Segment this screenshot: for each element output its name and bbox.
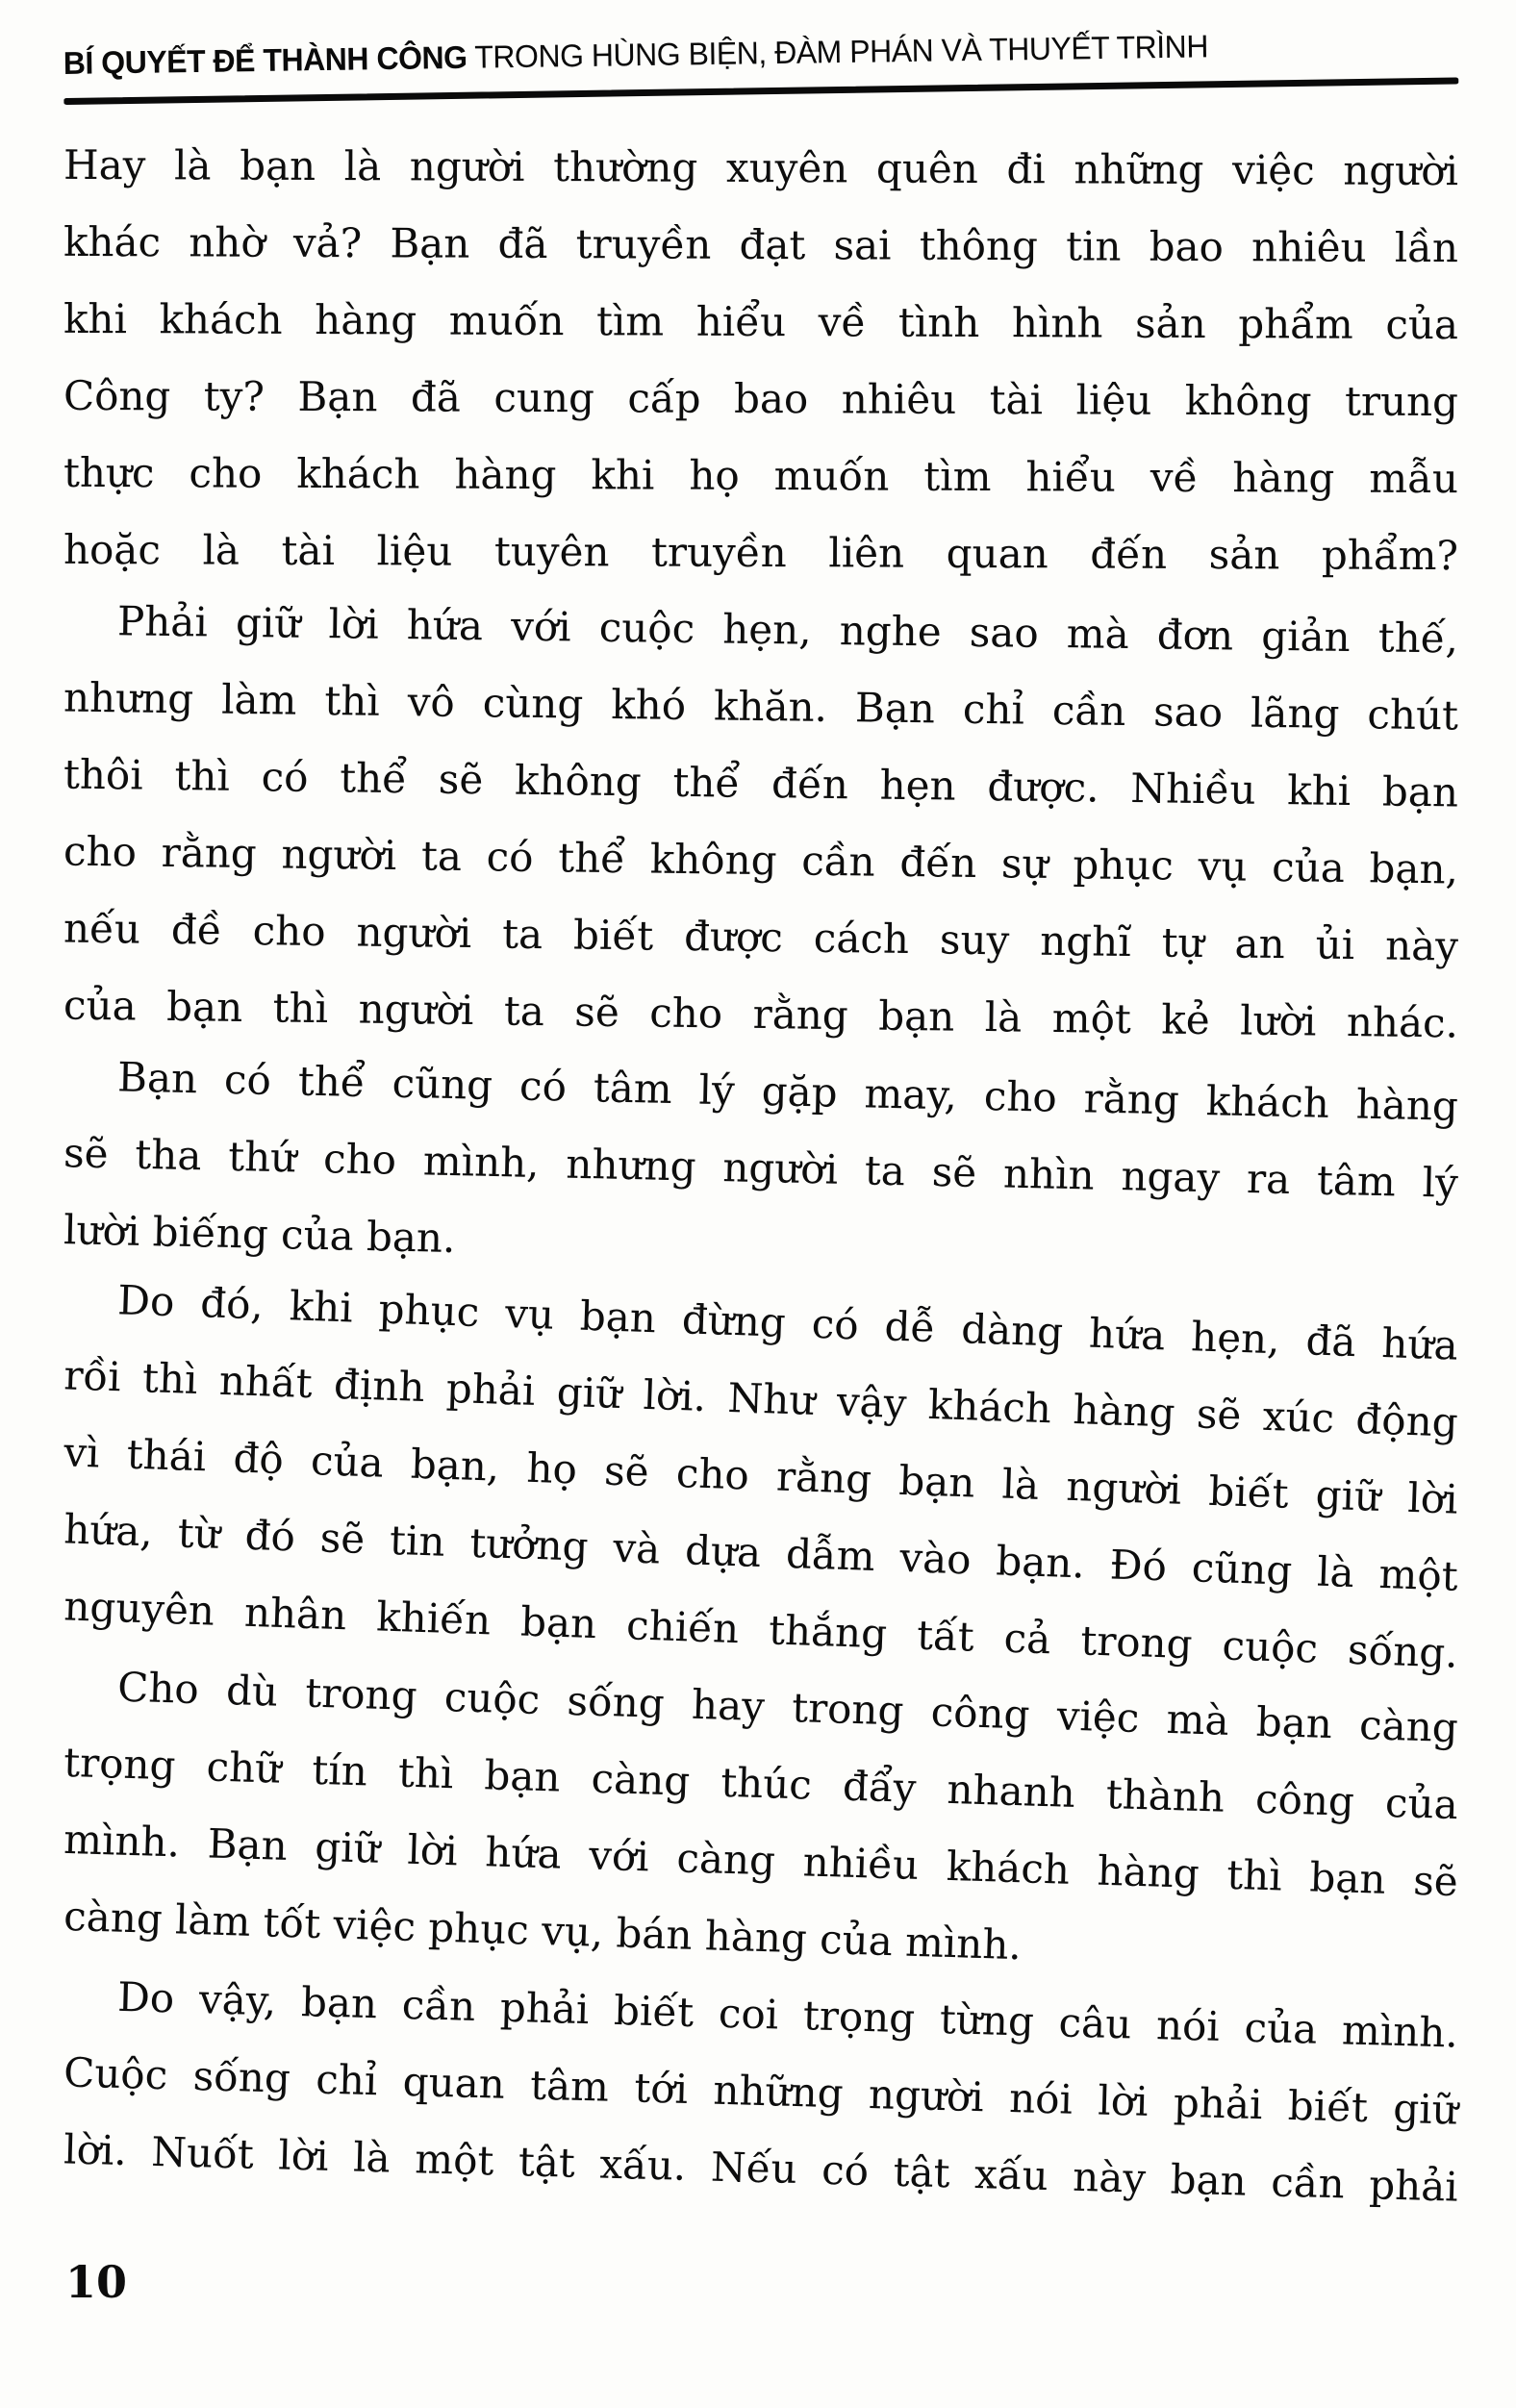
text-line: càng làm tốt việc phục vụ, bán hàng của mình. <box>63 1892 1023 1969</box>
paragraph <box>63 591 1458 1053</box>
text-line: rồi thì nhất định phải giữ lời. Như vậy khách hàng sẽ xúc động <box>63 1351 1459 1446</box>
text-line: sẽ tha thứ cho mình, nhưng người ta sẽ nhìn ngay ra tâm lý <box>63 1129 1459 1207</box>
text-line: nếu đề cho người ta biết được cách suy nghĩ tự an ủi này <box>63 904 1459 970</box>
paragraph <box>63 130 1458 591</box>
running-header <box>63 23 1459 105</box>
text-line: Bạn có thể cũng có tâm lý gặp may, cho rằng khách hàng <box>116 1053 1459 1130</box>
text-line: Phải giữ lời hứa với cuộc hẹn, nghe sao mà đơn giản thế, <box>116 597 1459 663</box>
paragraph <box>63 1663 1459 1976</box>
body-text <box>63 130 1459 2211</box>
text-line: nguyên nhân khiến bạn chiến thắng tất cả trong cuộc sống. <box>63 1582 1459 1677</box>
text-line: mình. Bạn giữ lời hứa với càng nhiều khách hàng thì bạn sẽ <box>63 1815 1459 1906</box>
text-line: trọng chữ tín thì bạn càng thúc đẩy nhanh thành công của <box>63 1738 1459 1829</box>
text-line: nhưng làm thì vô cùng khó khăn. Bạn chỉ cần sao lãng chút <box>63 673 1459 740</box>
text-line: Do đó, khi phục vụ bạn đừng có dễ dàng hứa hẹn, đã hứa <box>116 1276 1459 1369</box>
text-line: Cho dù trong cuộc sống hay trong công việc mà bạn càng <box>116 1663 1459 1752</box>
text-line: thôi thì có thể sẽ không thể đến hẹn được. Nhiều khi bạn <box>63 750 1459 816</box>
text-line: hứa, từ đó sẽ tin tưởng và dựa dẫm vào bạn. Đó cũng là một <box>63 1505 1459 1600</box>
running-header-title <box>63 24 1417 83</box>
text-line: Hay là bạn là người thường xuyên quên đi những việc người <box>63 140 1459 195</box>
text-line: hoặc là tài liệu tuyên truyền liên quan đến sản phẩm? <box>63 525 1459 580</box>
text-line: khác nhờ vả? Bạn đã truyền đạt sai thông tin bao nhiêu lần <box>63 217 1459 272</box>
header-title-bold: BÍ QUYẾT ĐỂ THÀNH CÔNG <box>63 38 467 81</box>
text-line: khi khách hàng muốn tìm hiểu về tình hình sản phẩm của <box>63 294 1459 349</box>
paragraph <box>63 1276 1459 1677</box>
header-title-regular: TRONG HÙNG BIỆN, ĐÀM PHÁN VÀ THUYẾT TRÌNH <box>467 28 1209 75</box>
text-line: Do vậy, bạn cần phải biết coi trọng từng câu nói của mình. <box>116 1972 1459 2057</box>
text-line: lười biếng của bạn. <box>63 1206 456 1263</box>
paragraph <box>63 1972 1459 2211</box>
text-line: vì thái độ của bạn, họ sẽ cho rằng bạn là người biết giữ lời <box>63 1428 1459 1523</box>
text-line: Cuộc sống chỉ quan tâm tới những người nói lời phải biết giữ <box>63 2048 1459 2134</box>
header-rule <box>63 77 1458 105</box>
page-number: 10 <box>65 2256 128 2308</box>
text-line: của bạn thì người ta sẽ cho rằng bạn là một kẻ lười nhác. <box>63 981 1459 1047</box>
text-line: lời. Nuốt lời là một tật xấu. Nếu có tật xấu này bạn cần phải <box>63 2125 1459 2211</box>
paragraph <box>63 1053 1458 1284</box>
text-line: cho rằng người ta có thể không cần đến sự phục vụ của bạn, <box>63 827 1459 893</box>
text-line: thực cho khách hàng khi họ muốn tìm hiểu về hàng mẫu <box>63 448 1459 503</box>
text-line: Công ty? Bạn đã cung cấp bao nhiêu tài liệu không trung <box>63 371 1459 426</box>
